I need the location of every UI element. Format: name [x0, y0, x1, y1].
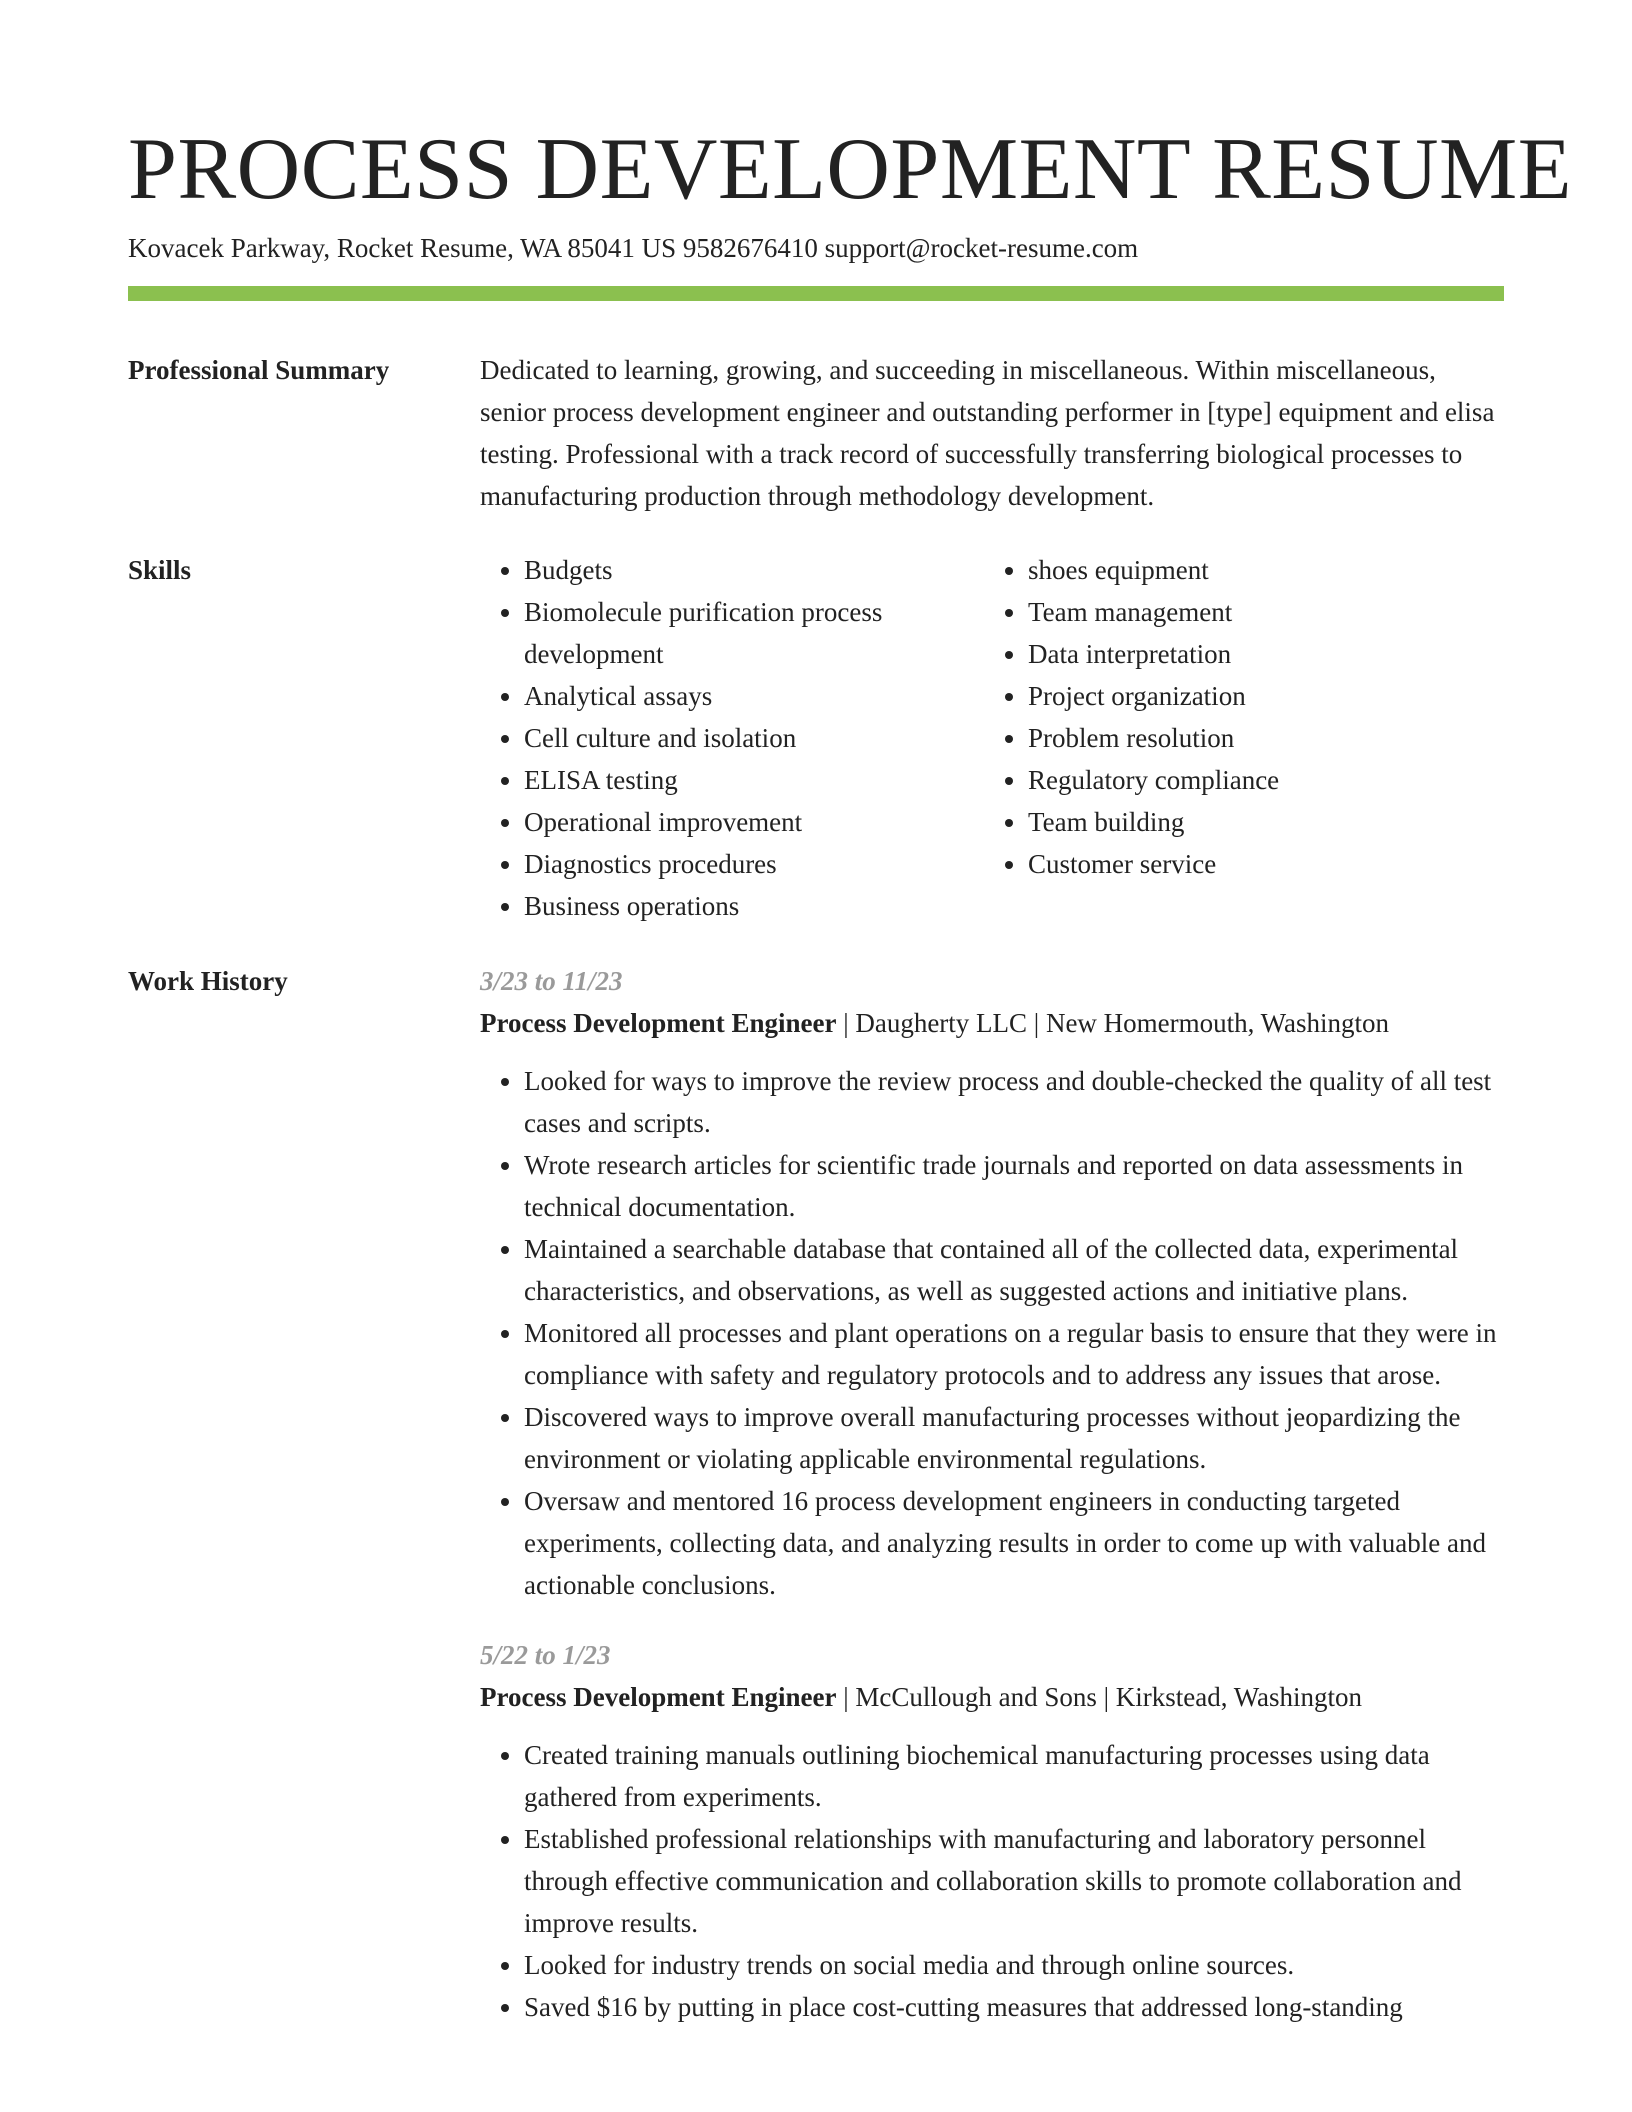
- job-bullet: • Wrote research articles for scientific trade journals and reported on data assessments in technical documentation.: [524, 1144, 1504, 1228]
- skills-list-left: [480, 549, 984, 927]
- skill-item: • Diagnostics procedures: [524, 843, 984, 885]
- skill-item: • ELISA testing: [524, 759, 984, 801]
- skill-item: • Operational improvement: [524, 801, 984, 843]
- job-dates: 3/23 to 11/23: [480, 966, 623, 996]
- skill-item: • Team building: [1028, 801, 1488, 843]
- job-entry: [480, 1634, 1504, 2028]
- contact-line: Kovacek Parkway, Rocket Resume, WA 85041 US 9582676410 support@rocket-resume.com: [128, 233, 1139, 263]
- job-bullet: • Maintained a searchable database that contained all of the collected data, experimental characteristics, and observations, as well as suggested actions and initiative plans.: [524, 1228, 1504, 1312]
- job-details: | McCullough and Sons | Kirkstead, Washington: [836, 1682, 1363, 1712]
- skill-item: • Customer service: [1028, 843, 1488, 885]
- job-dates: 5/22 to 1/23: [480, 1640, 611, 1670]
- job-heading: [480, 1002, 1504, 1044]
- skills-list-right: [984, 549, 1488, 927]
- work-history-body: [480, 960, 1504, 2056]
- skill-item: • Biomolecule purification process development: [524, 591, 984, 675]
- job-bullet: • Looked for industry trends on social media and through online sources.: [524, 1944, 1504, 1986]
- job-bullet-list: [480, 1060, 1504, 1606]
- job-heading: [480, 1676, 1504, 1718]
- skill-item: • Data interpretation: [1028, 633, 1488, 675]
- job-bullet: • Established professional relationships with manufacturing and laboratory personnel through effective communication and collaboration skills to promote collaboration and improve results.: [524, 1818, 1504, 1944]
- skill-item: • Team management: [1028, 591, 1488, 633]
- job-bullet: • Created training manuals outlining biochemical manufacturing processes using data gathered from experiments.: [524, 1734, 1504, 1818]
- skill-item: • Analytical assays: [524, 675, 984, 717]
- skill-item: • Regulatory compliance: [1028, 759, 1488, 801]
- skill-item: • Cell culture and isolation: [524, 717, 984, 759]
- job-bullet: • Saved $16 by putting in place cost-cutting measures that addressed long-standing: [524, 1986, 1504, 2028]
- job-bullet: • Monitored all processes and plant operations on a regular basis to ensure that they were in compliance with safety and regulatory protocols and to address any issues that arose.: [524, 1312, 1504, 1396]
- skills-label: Skills: [128, 555, 192, 585]
- resume-title: PROCESS DEVELOPMENT RESUME: [128, 121, 1573, 218]
- skill-item: • Problem resolution: [1028, 717, 1488, 759]
- job-entry: [480, 960, 1504, 1606]
- job-bullet: • Discovered ways to improve overall manufacturing processes without jeopardizing the environment or violating applicable environmental regulations.: [524, 1396, 1504, 1480]
- job-bullet-list: [480, 1734, 1504, 2028]
- job-details: | Daugherty LLC | New Homermouth, Washington: [836, 1008, 1389, 1038]
- summary-text: Dedicated to learning, growing, and succeeding in miscellaneous. Within miscellaneous, senior process development engineer and outstanding performer in [type] equipment and elisa testing. Professional with a track record of successfully transferring biological processes to manufacturing production through methodology development.: [480, 355, 1495, 511]
- job-title: Process Development Engineer: [480, 1008, 837, 1038]
- skill-item: • Business operations: [524, 885, 984, 927]
- skills-columns: [480, 549, 1504, 927]
- job-bullet: • Looked for ways to improve the review process and double-checked the quality of all test cases and scripts.: [524, 1060, 1504, 1144]
- summary-body: [480, 349, 1504, 517]
- skill-item: • shoes equipment: [1028, 549, 1488, 591]
- header-divider: [128, 286, 1504, 301]
- work-history-label: Work History: [128, 966, 288, 996]
- job-bullet: • Oversaw and mentored 16 process development engineers in conducting targeted experiments, collecting data, and analyzing results in order to come up with valuable and actionable conclusions.: [524, 1480, 1504, 1606]
- skill-item: • Budgets: [524, 549, 984, 591]
- skills-body: [480, 549, 1504, 927]
- skill-item: • Project organization: [1028, 675, 1488, 717]
- summary-label: Professional Summary: [128, 355, 390, 385]
- job-title: Process Development Engineer: [480, 1682, 837, 1712]
